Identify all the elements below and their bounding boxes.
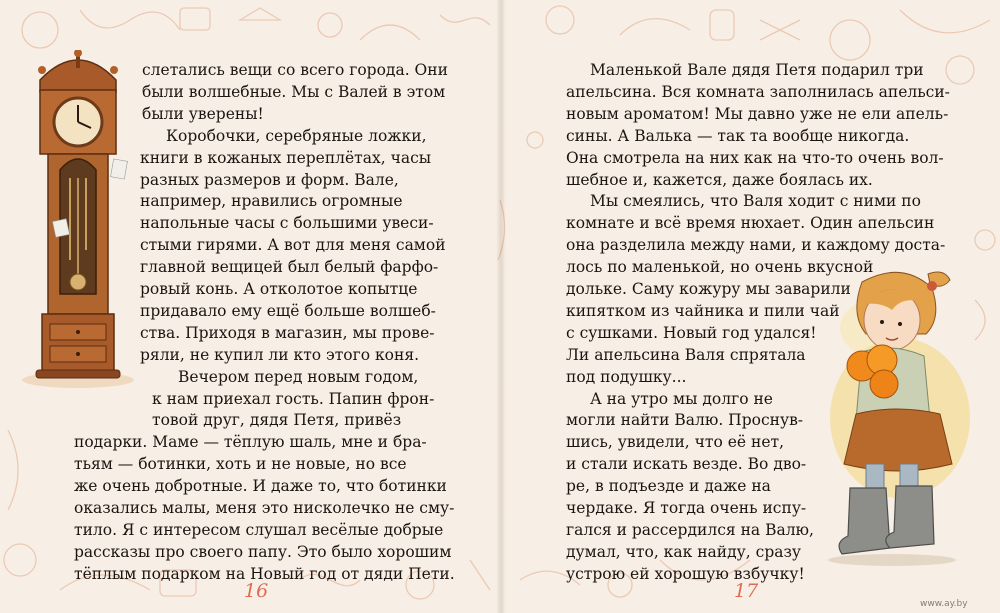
left-line-1: слетались вещи со всего города. Они	[142, 61, 448, 79]
right-line-15: под подушку...	[566, 367, 687, 386]
left-line-15: Вечером перед новым годом,	[178, 367, 419, 386]
right-line-21: чердаке. Я тогда очень испу-	[566, 499, 807, 517]
right-line-12: кипятком из чайника и пили чай	[566, 301, 840, 320]
right-line-6: шебное и, кажется, даже боялась их.	[566, 170, 873, 189]
right-line-24: устрою ей хорошую взбучку!	[566, 564, 805, 583]
left-line-20: же очень добротные. И даже то, что ботинки	[74, 477, 447, 496]
right-line-2: апельсина. Вся комната заполнилась апельси-	[566, 82, 950, 101]
left-line-23: рассказы про своего папу. Это было хорошим	[74, 542, 452, 561]
left-line-14: ряли, не купил ли кто этого коня.	[140, 345, 420, 364]
left-line-4: Коробочки, серебряные ложки,	[166, 126, 427, 145]
grandfather-clock-illustration	[18, 50, 136, 390]
left-line-6: разных размеров и форм. Вале,	[140, 170, 399, 189]
right-line-7: Мы смеялись, что Валя ходит с ними по	[590, 192, 921, 211]
right-line-10: лось по маленькой, но очень вкусной	[566, 258, 874, 277]
left-line-10: главной вещицей был белый фарфо-	[140, 258, 439, 277]
left-line-19: тьям — ботинки, хоть и не новые, но все	[74, 455, 407, 474]
right-line-4: сины. А Валька — так та вообще никогда.	[566, 126, 910, 145]
left-line-12: придавало ему ещё больше волшеб-	[140, 301, 436, 320]
left-line-16: к нам приехал гость. Папин фрон-	[152, 389, 435, 408]
left-line-11: ровый конь. А отколотое копытце	[140, 280, 418, 298]
right-line-3: новым ароматом! Мы давно уже не ели апель-	[566, 104, 949, 123]
left-line-24: тёплым подарком на Новый год от дяди Пети.	[74, 564, 455, 583]
right-line-13: с сушками. Новый год удался!	[566, 323, 817, 342]
right-page-number: 17	[734, 580, 759, 602]
right-line-5: Она смотрела на них как на что-то очень вол-	[566, 148, 944, 167]
right-line-9: она разделила между нами, и каждому доста-	[566, 236, 946, 255]
right-line-14: Ли апельсина Валя спрятала	[566, 345, 806, 364]
right-line-18: шись, увидели, что её нет,	[566, 433, 784, 452]
left-line-9: стыми гирями. А вот для меня самой	[140, 236, 446, 255]
left-page-number: 16	[244, 580, 269, 602]
watermark: www.ay.by	[920, 599, 968, 609]
right-line-8: комнате и всё время нюхает. Один апельсин	[566, 214, 935, 233]
left-line-18: подарки. Маме — тёплую шаль, мне и бра-	[74, 433, 427, 452]
left-line-17: товой друг, дядя Петя, привёз	[152, 411, 402, 430]
left-line-3: были уверены!	[142, 104, 264, 123]
left-line-22: тило. Я с интересом слушал весёлые добрые	[74, 520, 444, 539]
right-line-20: ре, в подъезде и даже на	[566, 477, 771, 496]
right-line-16: А на утро мы долго не	[590, 389, 773, 408]
right-line-19: и стали искать везде. Во дво-	[566, 455, 807, 474]
left-line-2: были волшебные. Мы с Валей в этом	[142, 82, 446, 101]
right-line-22: гался и рассердился на Валю,	[566, 520, 814, 539]
right-line-23: думал, что, как найду, сразу	[566, 542, 802, 561]
right-line-11: дольке. Саму кожуру мы заварили	[566, 280, 851, 298]
right-line-1: Маленькой Вале дядя Петя подарил три	[590, 61, 924, 79]
page-gutter	[496, 0, 506, 613]
left-line-21: оказались малы, меня это нисколечко не сму-	[74, 499, 455, 517]
left-line-13: ства. Приходя в магазин, мы прове-	[140, 323, 435, 342]
right-line-17: могли найти Валю. Проснув-	[566, 411, 804, 430]
left-line-7: например, нравились огромные	[140, 192, 403, 211]
left-line-5: книги в кожаных переплётах, часы	[140, 148, 432, 167]
left-line-8: напольные часы с большими увеси-	[140, 214, 434, 233]
